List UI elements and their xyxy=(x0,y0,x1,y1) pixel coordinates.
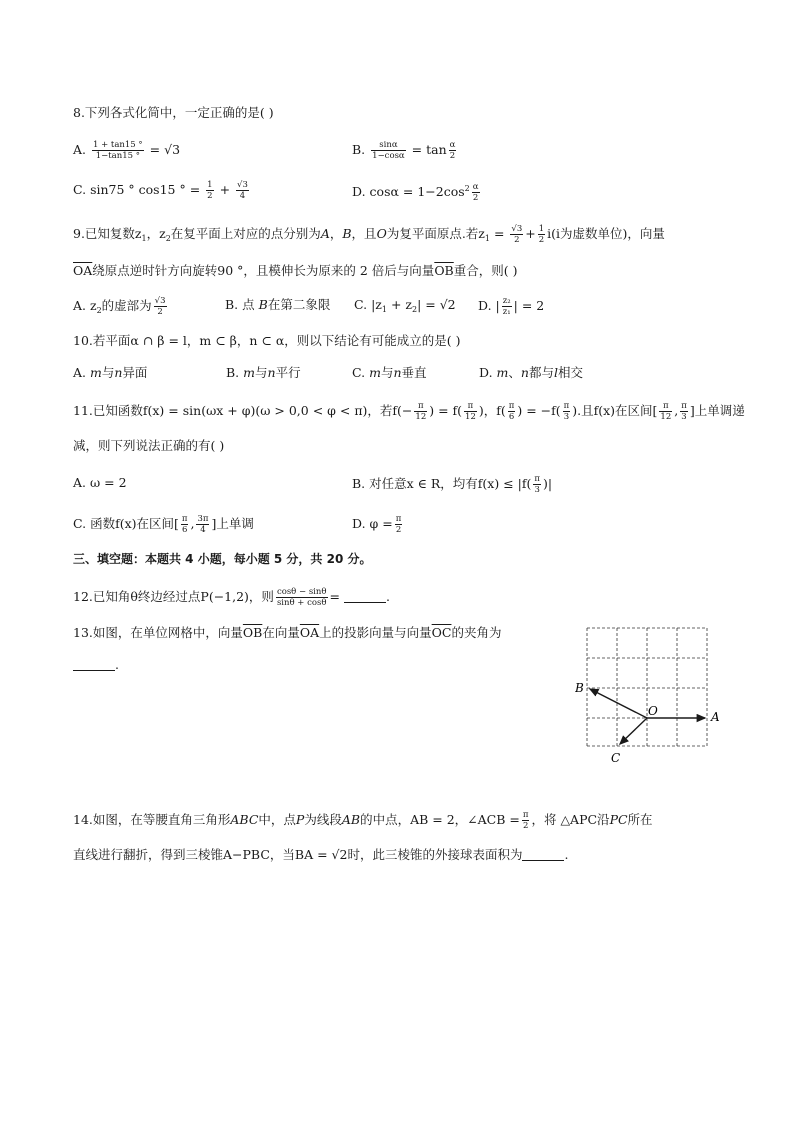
q11-option-a[interactable]: A. ω = 2 xyxy=(73,475,127,490)
label-o: O xyxy=(648,704,658,718)
q13-answer-line: . xyxy=(73,656,119,674)
q11-option-d[interactable]: D. φ = $\frac{\pi}{2}$ xyxy=(352,514,402,535)
q13-answer-blank[interactable] xyxy=(73,660,115,671)
grid-lines xyxy=(587,628,707,746)
q14-stem-line1: 14.如图，在等腰直角三角形ABC中，点P为线段AB的中点，AB = 2，∠ACB = $\frac{\pi}{2}$ ，将 △APC沿PC所在 xyxy=(73,810,653,831)
q10-option-d[interactable]: D. m、n都与l相交 xyxy=(479,365,583,380)
q12-stem: 12.已知角θ终边经过点P(−1,2)，则 $\frac{\cos\theta - \sin\theta}{\sin\theta + \cos\theta}$ = . xyxy=(73,587,390,608)
vector-ob: $\overline{OB}$ xyxy=(434,263,454,278)
q9-option-d[interactable]: D. | $\frac{\text{z₂}}{\text{z₁}}$ | = 2 xyxy=(478,296,545,317)
q12-answer-blank[interactable] xyxy=(344,592,386,603)
vector-oc-arrow xyxy=(620,718,647,744)
q14-stem-line2: 直线进行翻折，得到三棱锥A−PBC，当BA = √2时，此三棱锥的外接球表面积为 . xyxy=(73,847,569,862)
section-3-heading: 三、填空题：本题共 4 小题，每小题 5 分，共 20 分。 xyxy=(73,552,372,566)
label-a: A xyxy=(711,710,720,724)
q10-option-b[interactable]: B. m与n平行 xyxy=(226,365,301,380)
label-c: C xyxy=(611,751,621,765)
vector-oa: $\overline{OA}$ xyxy=(73,263,93,278)
q9-option-a[interactable]: A. $z_2$的虚部为 $\frac{√3}{2}$ xyxy=(73,296,166,317)
q8-option-c[interactable]: C. sin75 ° cos15 ° = $\frac{1}{2}$ + $\frac{√3}{4}$ xyxy=(73,180,248,201)
q14-answer-blank[interactable] xyxy=(522,850,564,861)
q9-option-b[interactable]: B. 点 B在第二象限 xyxy=(225,297,331,312)
vector-ob-arrow xyxy=(590,689,647,718)
q8-option-d[interactable]: D. $\cos\alpha = 1-2\cos^2$ $\frac{\alpha}{2}$ xyxy=(352,182,479,203)
label-b: B xyxy=(575,681,584,695)
q13-grid-figure xyxy=(575,620,735,770)
q9-stem-line2: $\overline{OA}$绕原点逆时针方向旋转90 °，且模伸长为原来的 2 倍后与向量$\overline{OB}$重合，则( ) xyxy=(73,263,518,278)
q8-stem: 8.下列各式化简中，一定正确的是( ) xyxy=(73,105,274,120)
q10-option-a[interactable]: A. m与n异面 xyxy=(73,365,148,380)
q10-option-c[interactable]: C. m与n垂直 xyxy=(352,365,427,380)
q13-stem: 13.如图，在单位网格中，向量$\overline{OB}$在向量$\overline{OA}$上的投影向量与向量$\overline{OC}$的夹角为 xyxy=(73,625,502,640)
q11-stem-line2: 减，则下列说法正确的有( ) xyxy=(73,438,225,453)
q11-option-b[interactable]: B. 对任意x ∈ R，均有f(x) ≤ |f( $\frac{\pi}{3}$ )| xyxy=(352,474,553,495)
q8-a-fraction: $\frac{1 + \tan 15 ^\circ}{1-\tan 15 ^\circ}$ xyxy=(93,140,143,161)
q8-b-fraction: $\frac{\sin\alpha}{1-\cos\alpha}$ xyxy=(372,140,405,161)
q9-stem-line1: 9.已知复数$z_1$，$z_2$在复平面上对应的点分别为A，B，且O为复平面原点.若$z_1$ = $\frac{√3}{2}$ + $\frac{1}{2}$ i(i为虚数单位)，向量 xyxy=(73,224,665,245)
q11-stem-line1: 11.已知函数f(x) = sin(ωx + φ)(ω > 0,0 < φ < π)，若f(− $\frac{\pi}{12}$ ) = f( $\frac{\pi}{12}$ )，f( $\frac{\pi}{6}$ ) = −f( $\frac{\pi}{3}$ ).且f(x)在区间[ $\frac{\pi}{12}$ , $\frac{\pi}{3}$ ]上单调递 xyxy=(73,401,745,422)
q8-option-b[interactable]: B. $\frac{\sin\alpha}{1-\cos\alpha}$ = tan $\frac{\alpha}{2}$ xyxy=(352,140,456,161)
q10-stem: 10.若平面α ∩ β = l，m ⊂ β，n ⊂ α，则以下结论有可能成立的是( ) xyxy=(73,333,461,348)
q11-option-c[interactable]: C. 函数f(x)在区间[ $\frac{\pi}{6}$ , $\frac{3\pi}{4}$ ]上单调 xyxy=(73,514,254,535)
q8-option-a[interactable]: A. $\frac{1 + \tan 15 ^\circ}{1-\tan 15 ^\circ}$ = √3 xyxy=(73,140,181,161)
q9-option-c[interactable]: C. $|z_1 + z_2| = √2$ xyxy=(354,297,456,314)
